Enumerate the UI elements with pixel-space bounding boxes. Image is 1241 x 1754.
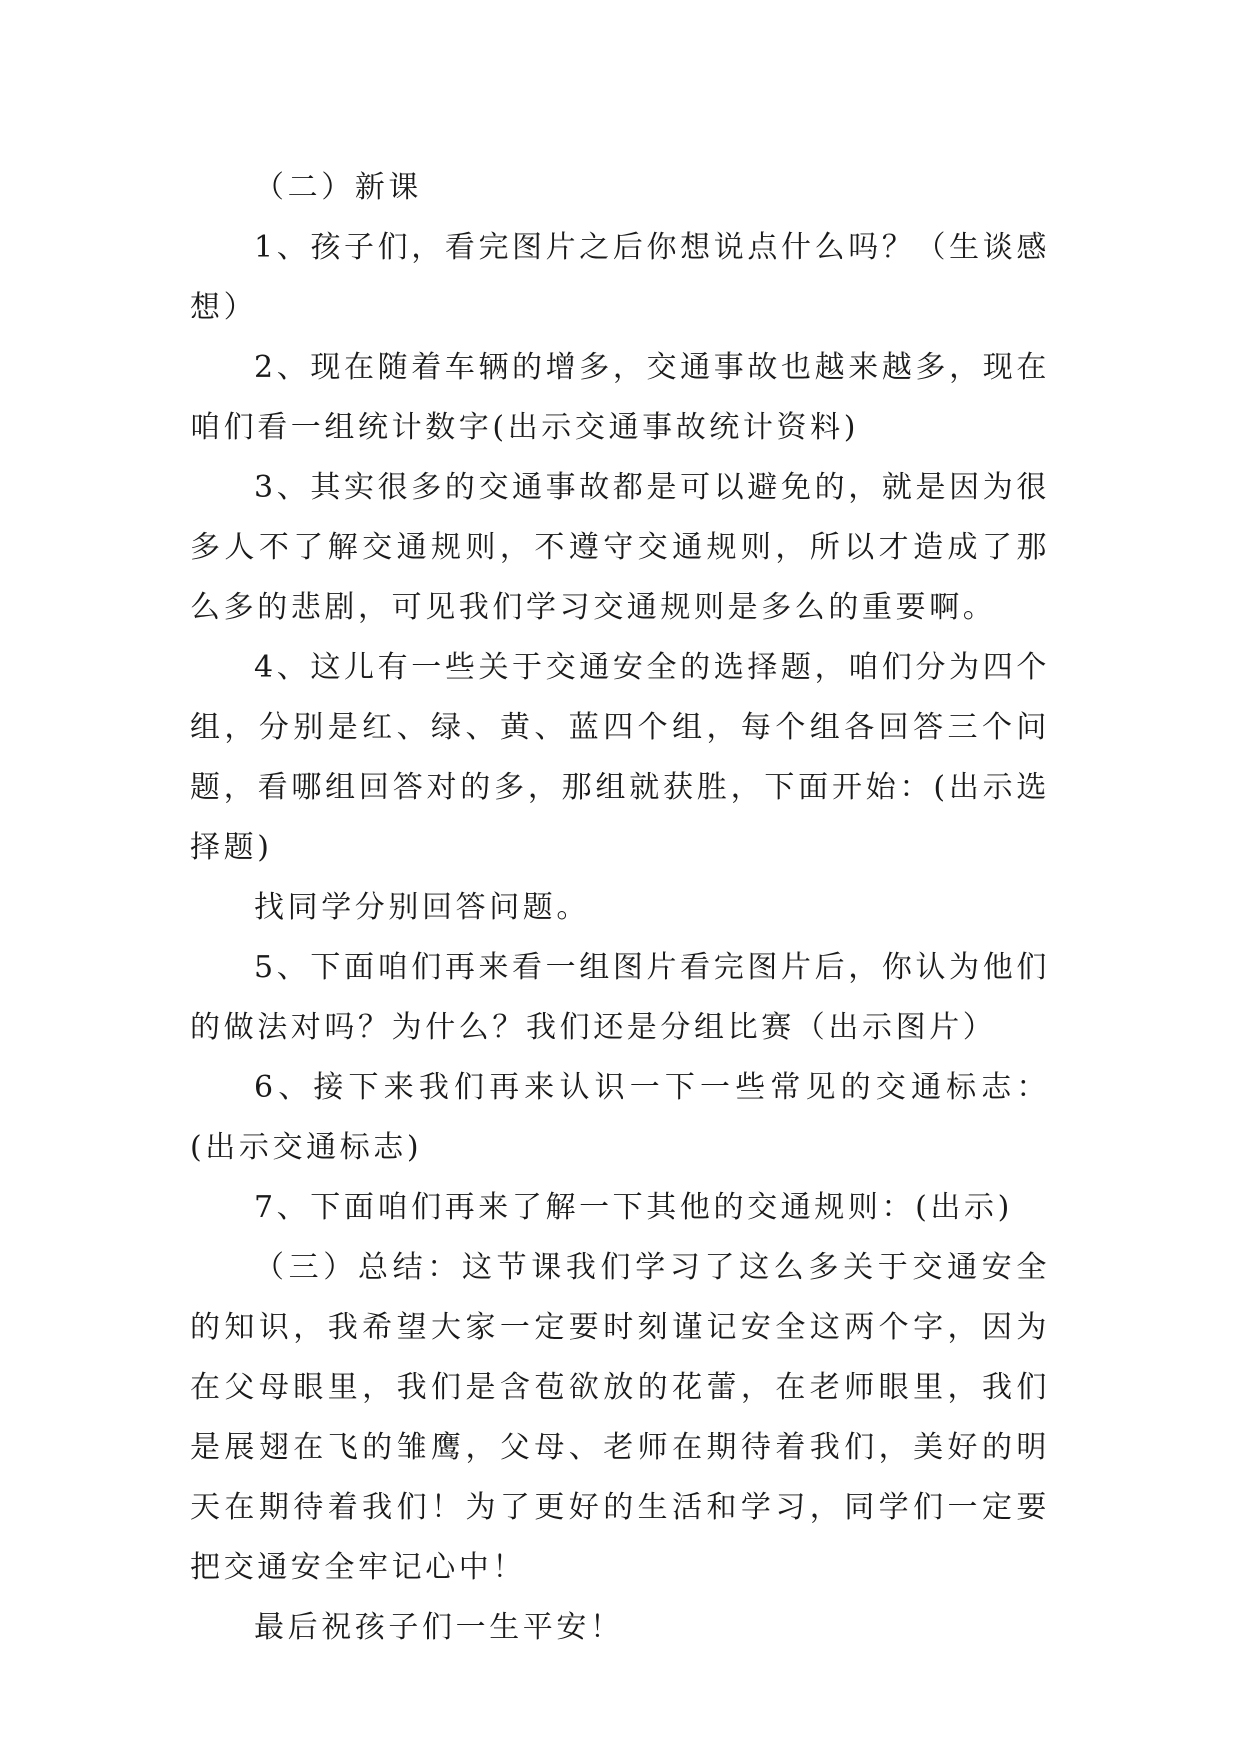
section-heading-new-lesson: （二）新课 [254, 170, 422, 205]
paragraph-step-3: 3、其实很多的交通事故都是可以避免的，就是因为很多人不了解交通规则，不遵守交通规则，所以才造成了那么多的悲剧，可见我们学习交通规则是多么的重要啊。 [190, 470, 1050, 625]
paragraph-step-2: 2、现在随着车辆的增多，交通事故也越来越多，现在咱们看一组统计数字(出示交通事故统计资料) [190, 350, 1050, 445]
paragraph-step-4: 4、这儿有一些关于交通安全的选择题，咱们分为四个组，分别是红、绿、黄、蓝四个组，每个组各回答三个问题，看哪组回答对的多，那组就获胜，下面开始：(出示选择题) [190, 650, 1050, 865]
paragraph-step-5: 5、下面咱们再来看一组图片看完图片后，你认为他们的做法对吗？为什么？我们还是分组比赛（出示图片） [190, 950, 1050, 1045]
paragraph-summary: （三）总结：这节课我们学习了这么多关于交通安全的知识，我希望大家一定要时刻谨记安全这两个字，因为在父母眼里，我们是含苞欲放的花蕾，在老师眼里，我们是展翅在飞的雏鹰，父母、老师在期待着我们，美好的明天在期待着我们！为了更好的生活和学习，同学们一定要把交通安全牢记心中！ [190, 1250, 1050, 1585]
paragraph-step-1: 1、孩子们，看完图片之后你想说点什么吗？（生谈感想） [190, 230, 1050, 325]
paragraph-answer-questions: 找同学分别回答问题。 [254, 890, 590, 925]
paragraph-closing-wish: 最后祝孩子们一生平安！ [254, 1610, 624, 1645]
paragraph-step-6: 6、接下来我们再来认识一下一些常见的交通标志：(出示交通标志) [190, 1070, 1050, 1165]
paragraph-step-7: 7、下面咱们再来了解一下其他的交通规则：(出示) [254, 1190, 1013, 1225]
document-body [190, 158, 1050, 1658]
